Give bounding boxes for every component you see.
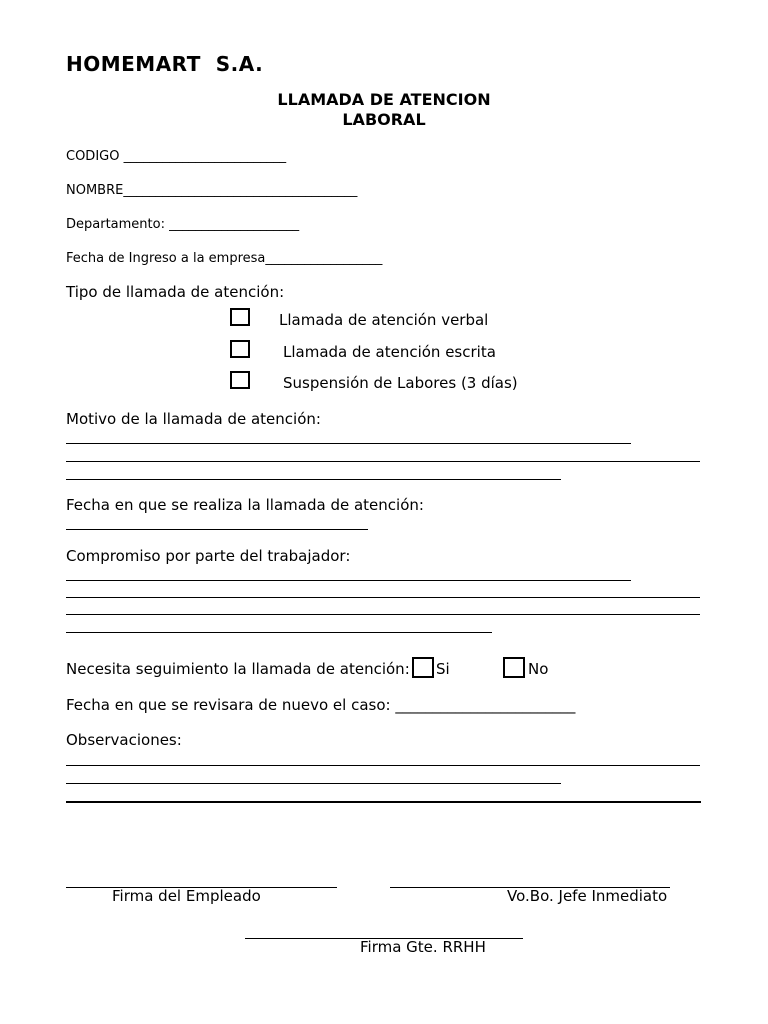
- observaciones-line-2[interactable]: [66, 783, 561, 784]
- verbal-option-label: Llamada de atención verbal: [279, 311, 489, 329]
- motivo-line-2[interactable]: [66, 461, 700, 462]
- suspension-checkbox[interactable]: [230, 371, 250, 389]
- motivo-label: Motivo de la llamada de atención:: [66, 410, 321, 428]
- nombre-field[interactable]: NOMBRE____________________________________: [66, 183, 358, 198]
- compromiso-label: Compromiso por parte del trabajador:: [66, 547, 351, 565]
- compromiso-line-2[interactable]: [66, 597, 700, 598]
- firma-rrhh-label: Firma Gte. RRHH: [360, 938, 486, 956]
- compromiso-line-1[interactable]: [66, 580, 631, 581]
- escrita-checkbox[interactable]: [230, 340, 250, 358]
- fecha-realiza-line[interactable]: [66, 529, 368, 530]
- seguimiento-si-checkbox[interactable]: [412, 657, 434, 678]
- codigo-field[interactable]: CODIGO _________________________: [66, 149, 287, 164]
- revision-field[interactable]: Fecha en que se revisara de nuevo el caso: ________________________: [66, 696, 576, 714]
- company-name: HOMEMART S.A.: [66, 52, 264, 76]
- observaciones-line-1[interactable]: [66, 765, 700, 766]
- escrita-option-label: Llamada de atención escrita: [283, 343, 496, 361]
- seguimiento-no-checkbox[interactable]: [503, 657, 525, 678]
- form-title-line2: LABORAL: [342, 110, 426, 129]
- firma-jefe-label: Vo.Bo. Jefe Inmediato: [507, 887, 668, 905]
- observaciones-label: Observaciones:: [66, 731, 182, 749]
- departamento-field[interactable]: Departamento: ____________________: [66, 217, 300, 232]
- tipo-llamada-label: Tipo de llamada de atención:: [66, 283, 285, 301]
- form-title-line1: LLAMADA DE ATENCION: [277, 90, 491, 109]
- observaciones-line-3[interactable]: [66, 801, 701, 803]
- fecha-ingreso-field[interactable]: Fecha de Ingreso a la empresa__________________: [66, 251, 383, 266]
- verbal-checkbox[interactable]: [230, 308, 250, 326]
- seguimiento-si-label: Si: [436, 660, 450, 678]
- motivo-line-1[interactable]: [66, 443, 631, 444]
- firma-empleado-label: Firma del Empleado: [112, 887, 261, 905]
- compromiso-line-4[interactable]: [66, 632, 492, 633]
- seguimiento-label: Necesita seguimiento la llamada de atención:: [66, 660, 410, 678]
- motivo-line-3[interactable]: [66, 479, 561, 480]
- compromiso-line-3[interactable]: [66, 614, 700, 615]
- suspension-option-label: Suspensión de Labores (3 días): [283, 374, 518, 392]
- fecha-realiza-label: Fecha en que se realiza la llamada de atención:: [66, 496, 424, 514]
- seguimiento-no-label: No: [528, 660, 549, 678]
